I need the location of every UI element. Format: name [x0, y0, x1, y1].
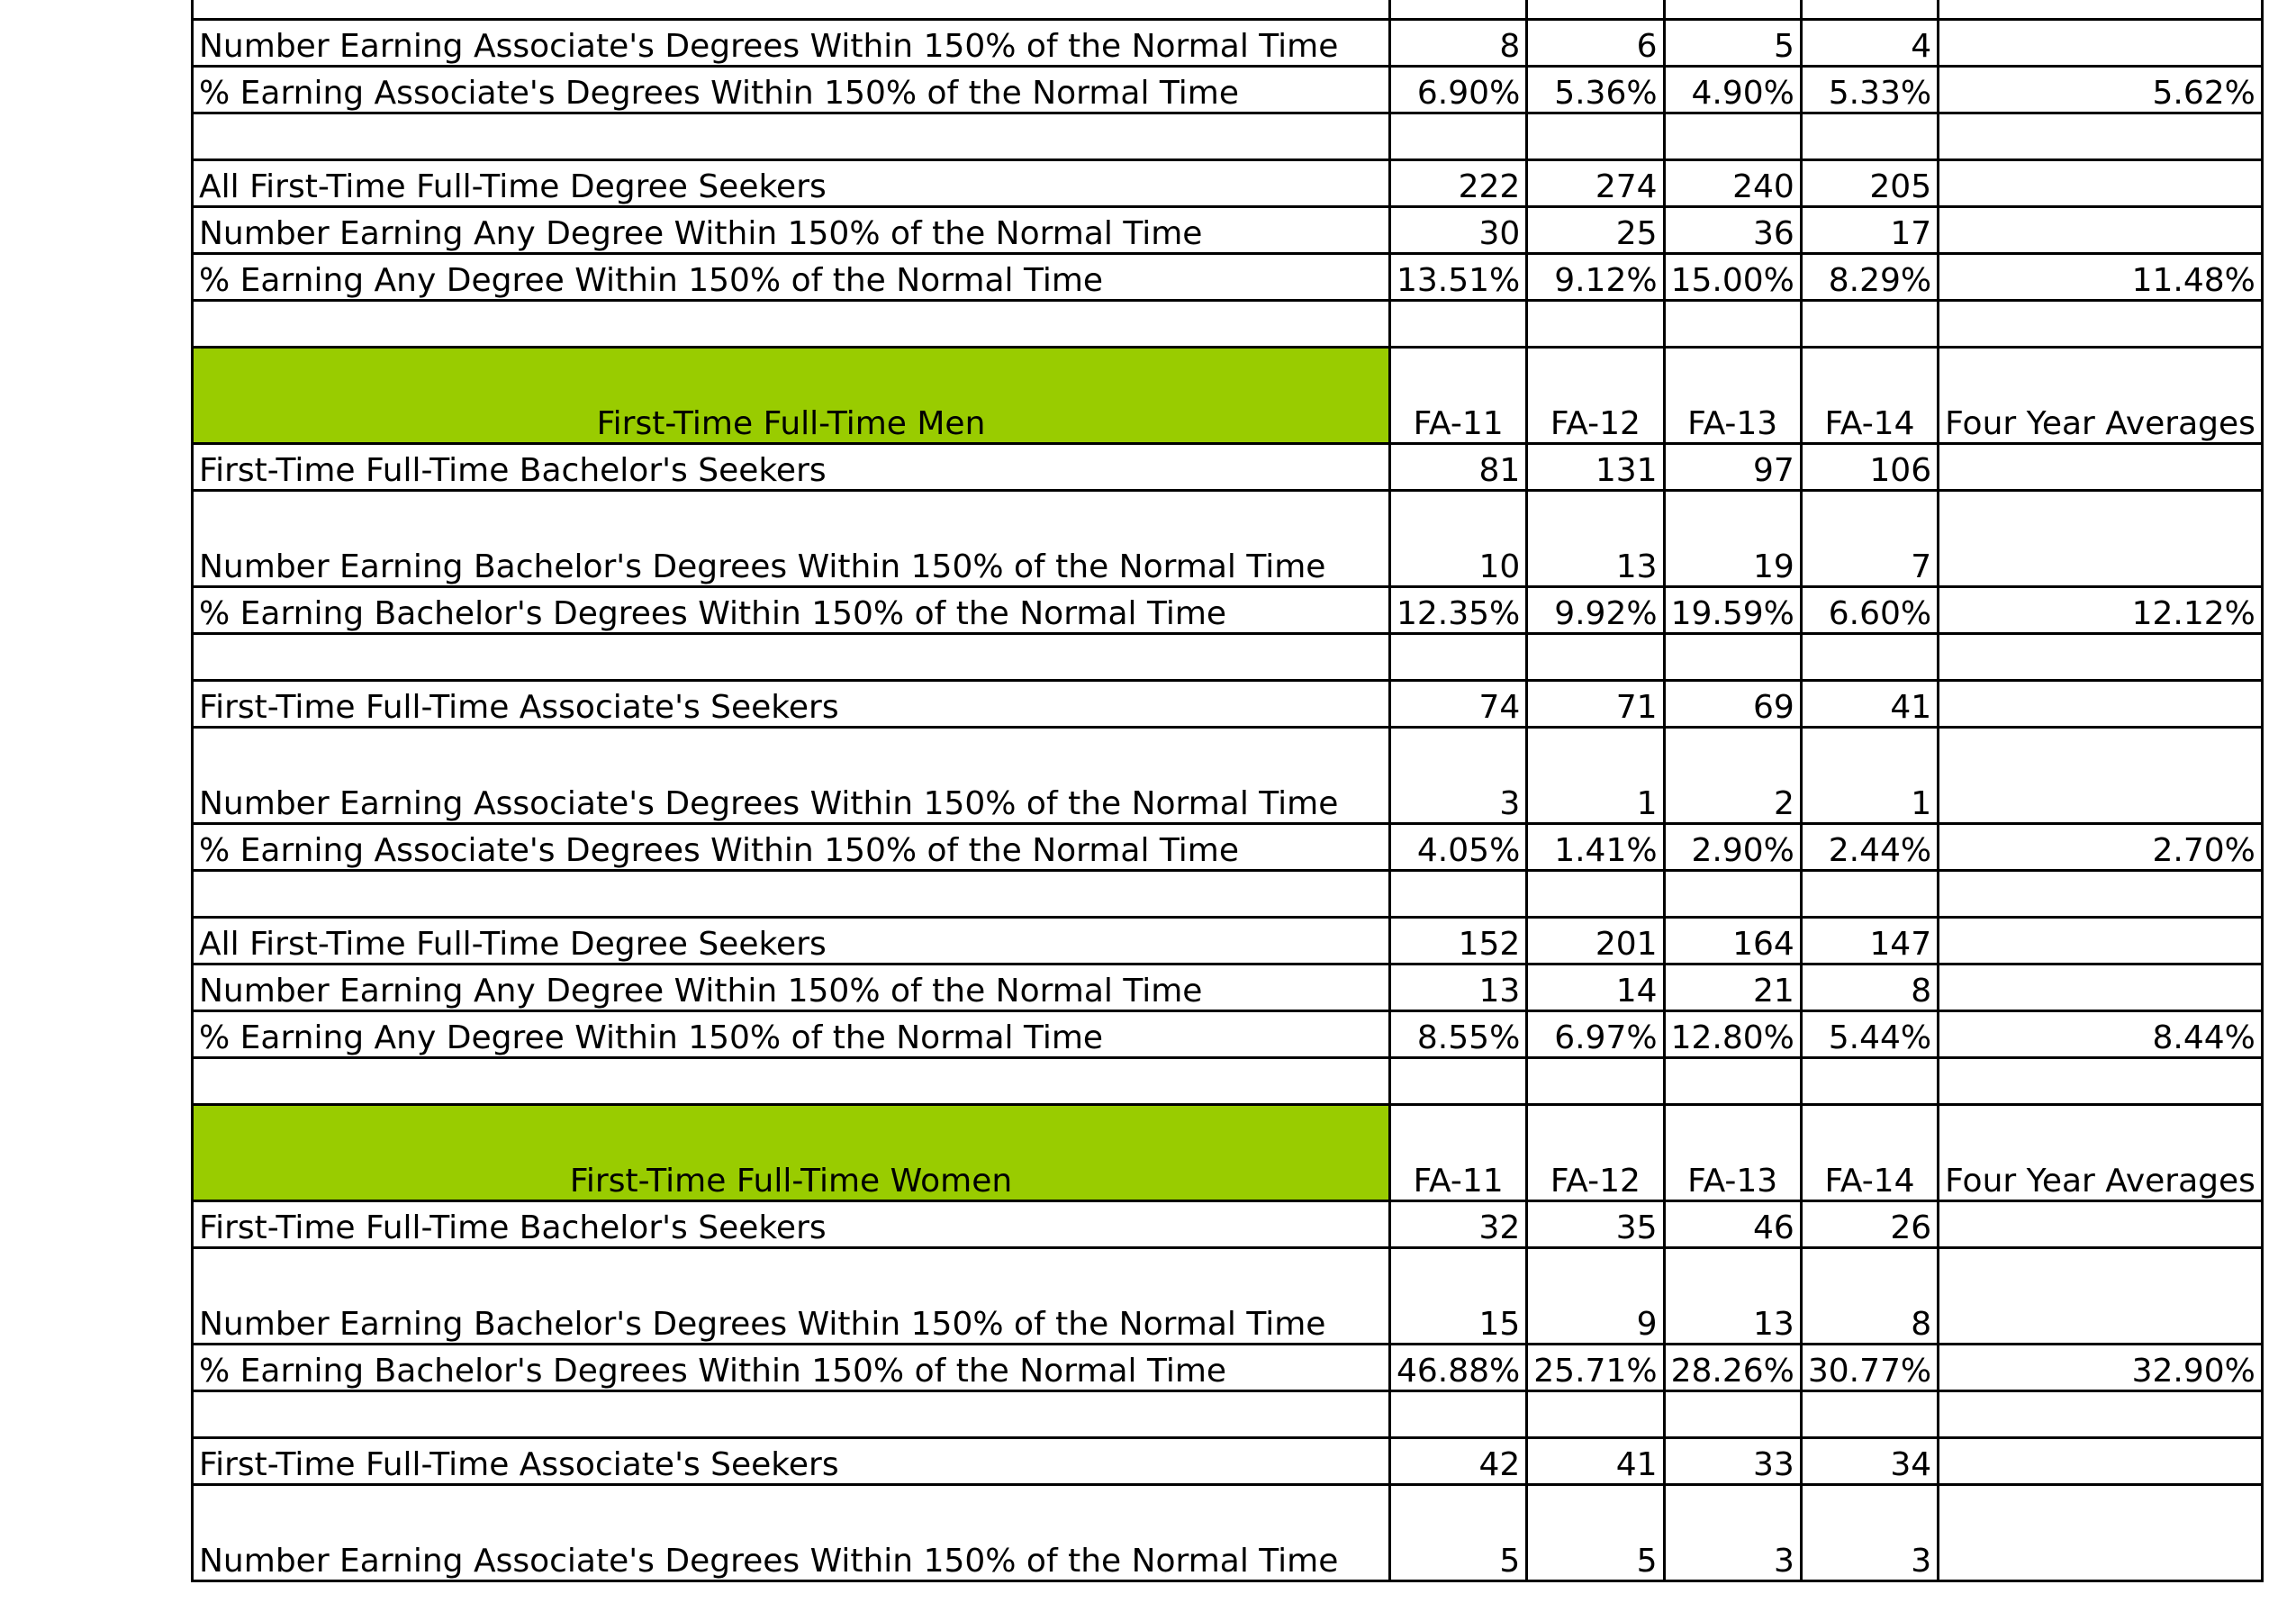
cell-fa13: 2.90% — [1664, 824, 1801, 871]
cell-average — [1939, 681, 2263, 728]
column-header: FA-14 — [1801, 348, 1938, 444]
section-title: First-Time Full-Time Women — [193, 1105, 1390, 1201]
cell-fa12: 71 — [1527, 681, 1664, 728]
cell-fa14: 3 — [1801, 1485, 1938, 1581]
cell-fa14: 8.29% — [1801, 254, 1938, 301]
cell-fa14: 8 — [1801, 964, 1938, 1011]
cell-fa14: 5.33% — [1801, 67, 1938, 113]
cell-fa12: 1.41% — [1527, 824, 1664, 871]
table-row — [193, 20, 2263, 67]
cell-fa12: 25 — [1527, 207, 1664, 254]
cell-fa11: 13.51% — [1390, 254, 1527, 301]
cell-average: 2.70% — [1939, 824, 2263, 871]
column-header: FA-11 — [1390, 348, 1527, 444]
section-header-women — [193, 1105, 2263, 1201]
cell-fa13: 19.59% — [1664, 587, 1801, 634]
column-header: FA-12 — [1527, 1105, 1664, 1201]
cell-fa12: 5.36% — [1527, 67, 1664, 113]
cell-fa14: 6.60% — [1801, 587, 1938, 634]
table-row — [193, 681, 2263, 728]
table-row — [193, 1011, 2263, 1058]
cell-fa11: 74 — [1390, 681, 1527, 728]
cell-fa11: 13 — [1390, 964, 1527, 1011]
column-header-average: Four Year Averages — [1939, 1105, 2263, 1201]
cell-fa14: 147 — [1801, 918, 1938, 964]
cell-fa13: 5 — [1664, 20, 1801, 67]
cell-fa11: 81 — [1390, 444, 1527, 491]
row-label: % Earning Any Degree Within 150% of the Normal Time — [193, 254, 1390, 301]
table-row — [193, 67, 2263, 113]
cell-fa13: 19 — [1664, 491, 1801, 587]
cell-fa11: 5 — [1390, 1485, 1527, 1581]
cell-fa12: 6 — [1527, 20, 1664, 67]
table-row — [193, 587, 2263, 634]
cell-fa13: 15.00% — [1664, 254, 1801, 301]
cell-fa11: 8 — [1390, 20, 1527, 67]
table-row — [193, 1438, 2263, 1485]
cell-average: 12.12% — [1939, 587, 2263, 634]
row-label: All First-Time Full-Time Degree Seekers — [193, 160, 1390, 207]
cell-fa11: 222 — [1390, 160, 1527, 207]
cell-average — [1939, 1485, 2263, 1581]
cell-fa12: 9 — [1527, 1248, 1664, 1345]
cell-fa14: 1 — [1801, 728, 1938, 824]
row-label — [193, 0, 1390, 20]
cell-fa13: 4.90% — [1664, 67, 1801, 113]
cell-average — [1939, 444, 2263, 491]
row-label: Number Earning Bachelor's Degrees Within 150% of the Normal Time — [193, 1248, 1390, 1345]
table-row — [193, 918, 2263, 964]
cell-fa11: 3 — [1390, 728, 1527, 824]
cell-fa12: 5 — [1527, 1485, 1664, 1581]
column-header: FA-11 — [1390, 1105, 1527, 1201]
table-row — [193, 207, 2263, 254]
table-row — [193, 0, 2263, 20]
cell-fa14: 106 — [1801, 444, 1938, 491]
cell-average — [1939, 1201, 2263, 1248]
cell-fa13: 21 — [1664, 964, 1801, 1011]
cell-fa12: 274 — [1527, 160, 1664, 207]
cell-fa11: 6.90% — [1390, 67, 1527, 113]
cell-fa11: 12.35% — [1390, 587, 1527, 634]
blank-row — [193, 113, 2263, 160]
cell-fa12: 41 — [1527, 1438, 1664, 1485]
cell-fa14: 41 — [1801, 681, 1938, 728]
cell-fa12: 9.12% — [1527, 254, 1664, 301]
table-row — [193, 160, 2263, 207]
cell-fa13: 164 — [1664, 918, 1801, 964]
cell-fa11: 42 — [1390, 1438, 1527, 1485]
row-label: Number Earning Any Degree Within 150% of the Normal Time — [193, 964, 1390, 1011]
cell-fa11: 152 — [1390, 918, 1527, 964]
column-header: FA-14 — [1801, 1105, 1938, 1201]
section-title: First-Time Full-Time Men — [193, 348, 1390, 444]
cell-fa11: 4.05% — [1390, 824, 1527, 871]
blank-row — [193, 634, 2263, 681]
cell-fa14: 7 — [1801, 491, 1938, 587]
table-row — [193, 254, 2263, 301]
column-header: FA-12 — [1527, 348, 1664, 444]
cell-fa11: 46.88% — [1390, 1345, 1527, 1391]
cell-fa13: 12.80% — [1664, 1011, 1801, 1058]
spreadsheet-page — [191, 0, 2264, 1582]
cell-fa11: 10 — [1390, 491, 1527, 587]
row-label: % Earning Any Degree Within 150% of the Normal Time — [193, 1011, 1390, 1058]
blank-row — [193, 1058, 2263, 1105]
blank-row — [193, 1391, 2263, 1438]
section-header-men — [193, 348, 2263, 444]
row-label: First-Time Full-Time Associate's Seekers — [193, 681, 1390, 728]
cell-average — [1939, 964, 2263, 1011]
cell-fa13: 33 — [1664, 1438, 1801, 1485]
cell-fa12: 14 — [1527, 964, 1664, 1011]
column-header: FA-13 — [1664, 348, 1801, 444]
table-row — [193, 728, 2263, 824]
row-label: All First-Time Full-Time Degree Seekers — [193, 918, 1390, 964]
table-row — [193, 1345, 2263, 1391]
cell-fa14: 8 — [1801, 1248, 1938, 1345]
table-row — [193, 1201, 2263, 1248]
cell-fa13: 2 — [1664, 728, 1801, 824]
blank-row — [193, 301, 2263, 348]
row-label: Number Earning Associate's Degrees Within 150% of the Normal Time — [193, 20, 1390, 67]
cell-fa14: 4 — [1801, 20, 1938, 67]
cell-fa13: 36 — [1664, 207, 1801, 254]
row-label: Number Earning Bachelor's Degrees Within 150% of the Normal Time — [193, 491, 1390, 587]
cell-average: 5.62% — [1939, 67, 2263, 113]
table-row — [193, 491, 2263, 587]
cell-average — [1939, 160, 2263, 207]
table-row — [193, 1485, 2263, 1581]
cell-fa12: 1 — [1527, 728, 1664, 824]
table-row — [193, 444, 2263, 491]
cell-average — [1939, 20, 2263, 67]
cell-fa14: 30.77% — [1801, 1345, 1938, 1391]
cell-fa14: 205 — [1801, 160, 1938, 207]
table-row — [193, 964, 2263, 1011]
cell-fa13: 240 — [1664, 160, 1801, 207]
row-label: % Earning Bachelor's Degrees Within 150% of the Normal Time — [193, 587, 1390, 634]
cell-fa14: 34 — [1801, 1438, 1938, 1485]
column-header-average: Four Year Averages — [1939, 348, 2263, 444]
cell-fa12: 201 — [1527, 918, 1664, 964]
row-label: % Earning Bachelor's Degrees Within 150% of the Normal Time — [193, 1345, 1390, 1391]
cell-fa14: 5.44% — [1801, 1011, 1938, 1058]
column-header: FA-13 — [1664, 1105, 1801, 1201]
row-label: Number Earning Associate's Degrees Within 150% of the Normal Time — [193, 1485, 1390, 1581]
cell-fa14: 26 — [1801, 1201, 1938, 1248]
row-label: % Earning Associate's Degrees Within 150% of the Normal Time — [193, 67, 1390, 113]
cell-average — [1939, 1438, 2263, 1485]
cell-average — [1939, 491, 2263, 587]
cell-fa11: 32 — [1390, 1201, 1527, 1248]
blank-row — [193, 871, 2263, 918]
cell-average — [1939, 918, 2263, 964]
cell-fa13: 46 — [1664, 1201, 1801, 1248]
cell-fa12: 131 — [1527, 444, 1664, 491]
cell-fa13: 28.26% — [1664, 1345, 1801, 1391]
row-label: Number Earning Associate's Degrees Within 150% of the Normal Time — [193, 728, 1390, 824]
cell-fa11: 8.55% — [1390, 1011, 1527, 1058]
row-label: First-Time Full-Time Associate's Seekers — [193, 1438, 1390, 1485]
cell-average — [1939, 728, 2263, 824]
cell-fa13: 97 — [1664, 444, 1801, 491]
cell-fa14: 2.44% — [1801, 824, 1938, 871]
cell-fa12: 9.92% — [1527, 587, 1664, 634]
cell-fa13: 13 — [1664, 1248, 1801, 1345]
cell-fa12: 25.71% — [1527, 1345, 1664, 1391]
cell-average: 8.44% — [1939, 1011, 2263, 1058]
cell-average: 11.48% — [1939, 254, 2263, 301]
graduation-rate-table — [191, 0, 2264, 1582]
row-label: First-Time Full-Time Bachelor's Seekers — [193, 1201, 1390, 1248]
row-label: First-Time Full-Time Bachelor's Seekers — [193, 444, 1390, 491]
cell-fa13: 3 — [1664, 1485, 1801, 1581]
row-label: % Earning Associate's Degrees Within 150% of the Normal Time — [193, 824, 1390, 871]
cell-average: 32.90% — [1939, 1345, 2263, 1391]
cell-fa12: 13 — [1527, 491, 1664, 587]
cell-fa11: 15 — [1390, 1248, 1527, 1345]
cell-fa13: 69 — [1664, 681, 1801, 728]
cell-fa12: 35 — [1527, 1201, 1664, 1248]
cell-fa11: 30 — [1390, 207, 1527, 254]
table-row — [193, 824, 2263, 871]
row-label: Number Earning Any Degree Within 150% of the Normal Time — [193, 207, 1390, 254]
cell-fa12: 6.97% — [1527, 1011, 1664, 1058]
cell-fa14: 17 — [1801, 207, 1938, 254]
cell-average — [1939, 207, 2263, 254]
table-row — [193, 1248, 2263, 1345]
cell-average — [1939, 1248, 2263, 1345]
